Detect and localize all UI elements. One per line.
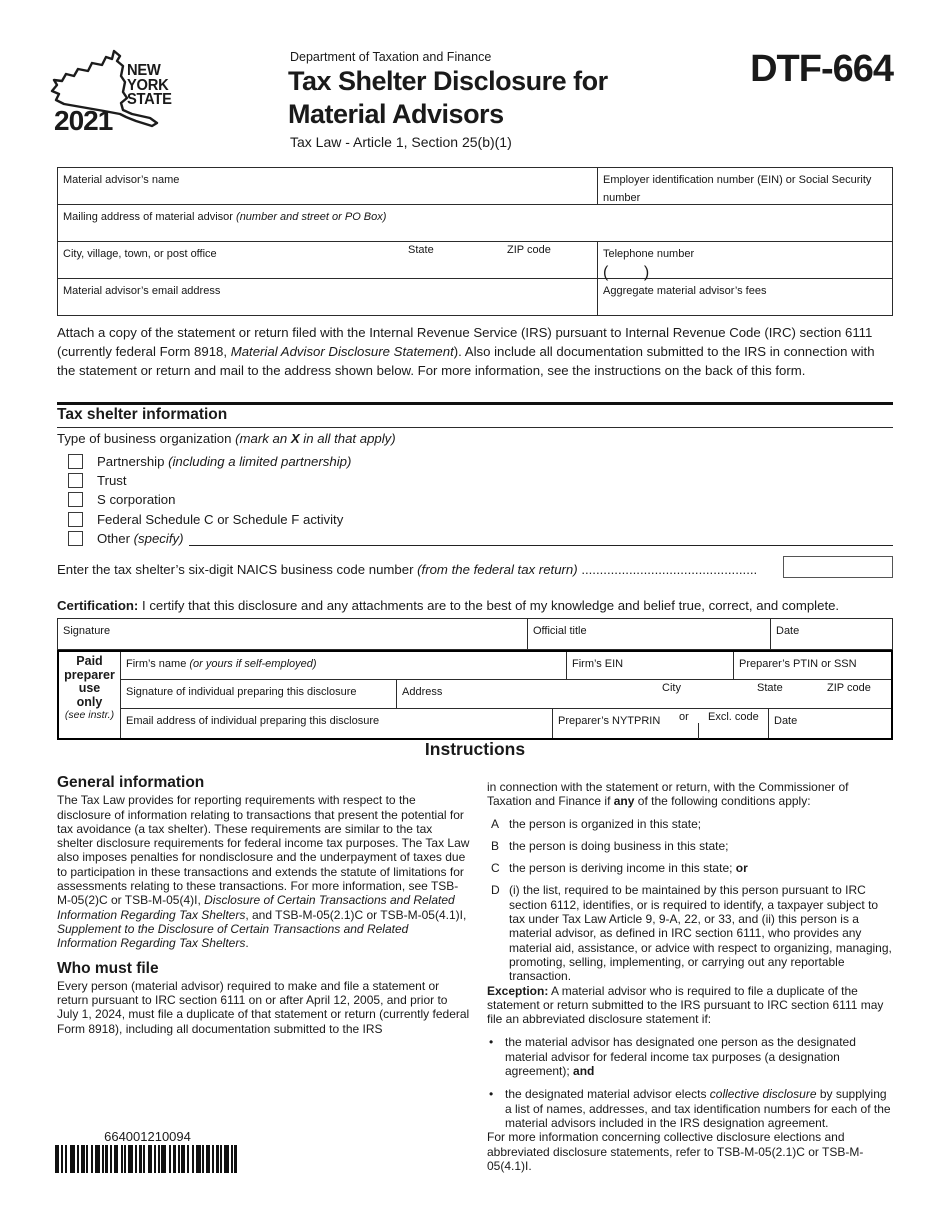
exception-text: A material advisor who is required to file a duplicate of the statement or return submitted to the IRS pursuant to IRC section 6111 may file an abbreviated disclosure statement if: xyxy=(487,983,884,1027)
excl-code-label: Excl. code xyxy=(708,711,759,724)
other-label: Other xyxy=(97,530,134,546)
logo-line: STATE xyxy=(127,91,172,108)
city-label: City, village, town, or post office xyxy=(63,248,217,260)
exception-label: Exception: xyxy=(487,983,549,998)
mailing-address-label-note: (number and street or PO Box) xyxy=(236,211,387,223)
instructions-right-column xyxy=(487,780,896,1173)
logo-text xyxy=(127,64,172,108)
business-org-type-label xyxy=(57,431,396,446)
nytprin-label: Preparer’s NYTPRIN xyxy=(558,715,661,728)
business-org-checkbox-group xyxy=(57,452,893,548)
city-state-zip-field[interactable] xyxy=(58,242,598,278)
partnership-label-note: (including a limited partnership) xyxy=(168,454,352,470)
type-label-text: Type of business organization xyxy=(57,431,236,446)
email-field[interactable] xyxy=(58,279,598,315)
partnership-checkbox[interactable] xyxy=(68,454,83,469)
condition-item-d xyxy=(487,883,896,983)
form-title-line1: Tax Shelter Disclosure for xyxy=(288,66,608,96)
side-label-line: use xyxy=(78,681,101,695)
ein-label: Employer identification number (EIN) or Social Security number xyxy=(603,174,872,204)
bullet-item-designation xyxy=(487,1035,896,1078)
bullet-glyph: • xyxy=(489,1087,494,1102)
side-label-line: preparer xyxy=(64,667,115,682)
ptin-label: Preparer’s PTIN or SSN xyxy=(739,658,857,670)
preparer-state-label: State xyxy=(757,681,783,694)
excl-code-divider xyxy=(698,723,699,739)
ein-field[interactable] xyxy=(598,168,892,204)
bullet-text: the designated material advisor elects xyxy=(505,1087,710,1102)
or-label: or xyxy=(679,711,689,724)
paid-preparer-table xyxy=(57,650,893,740)
schedule-cf-label: Federal Schedule C or Schedule F activity xyxy=(97,511,344,527)
official-title-field[interactable] xyxy=(528,619,771,649)
ptin-field[interactable] xyxy=(734,652,891,679)
logo-line: YORK xyxy=(127,76,169,94)
condition-letter: C xyxy=(491,861,500,876)
section-underline xyxy=(57,427,893,428)
section-divider xyxy=(57,402,893,405)
official-title-label: Official title xyxy=(533,625,587,637)
preparer-city-label: City xyxy=(662,681,681,694)
aggregate-fees-label: Aggregate material advisor’s fees xyxy=(603,285,767,297)
firm-name-label: Firm’s name xyxy=(126,658,190,670)
condition-item-a xyxy=(487,817,896,831)
tax-shelter-section-heading: Tax shelter information xyxy=(57,406,228,423)
bullet-glyph: • xyxy=(489,1035,494,1050)
tax-year: 2021 xyxy=(54,105,113,136)
logo-line: NEW xyxy=(127,62,161,79)
attach-instructions-paragraph xyxy=(57,324,895,380)
conditions-intro-paragraph xyxy=(487,780,896,809)
other-checkbox[interactable] xyxy=(68,531,83,546)
form-title-line2: Material Advisors xyxy=(288,99,504,129)
naics-code-input-box[interactable] xyxy=(783,556,893,578)
more-information-paragraph: For more information concerning collective disclosure elections and abbreviated disclosure statements, refer to TSB-M-05(2.1)C or TSB-M-05(4.1)I. xyxy=(487,1130,864,1173)
paid-preparer-side-label xyxy=(59,652,121,738)
attach-text-italic: Material Advisor Disclosure Statement xyxy=(230,343,454,359)
preparer-email-label: Email address of individual preparing this disclosure xyxy=(126,715,380,728)
naics-label: Enter the tax shelter’s six-digit NAICS business code number xyxy=(57,562,418,577)
advisor-name-field[interactable] xyxy=(58,168,598,204)
preparer-email-field[interactable] xyxy=(121,709,553,738)
department-name: Department of Taxation and Finance xyxy=(290,50,492,64)
preparer-date-label: Date xyxy=(774,715,798,728)
preparer-zip-label: ZIP code xyxy=(827,681,871,694)
barcode-number: 664001210094 xyxy=(104,1129,191,1144)
trust-label: Trust xyxy=(97,473,127,489)
signature-label: Signature xyxy=(63,625,111,637)
side-label-line: Paid xyxy=(76,654,103,668)
general-information-heading: General information xyxy=(57,774,205,791)
telephone-field[interactable] xyxy=(598,242,892,281)
firm-name-field[interactable] xyxy=(121,652,567,679)
condition-letter: B xyxy=(491,838,500,853)
checkbox-row-s-corporation xyxy=(57,490,893,509)
advisor-info-table xyxy=(57,167,893,316)
firm-ein-label: Firm’s EIN xyxy=(572,658,624,670)
aggregate-fees-field[interactable] xyxy=(598,279,892,315)
condition-text: (i) the list, required to be maintained by this person pursuant to IRC section 6112, identifies, or is required to identify, a taxpayer subject to tax under Tax Law Article 9, 9-A, 22, or 33, and (ii) this person is a material advisor, as defined in IRC section 6111, who provides any material aid, assistance, or advice with respect to organizing, managing, promoting, selling, implementing, or carrying out any reportable transaction. xyxy=(509,883,892,984)
certification-text: I certify that this disclosure and any attachments are to the best of my knowledge and belief true, correct, and complete. xyxy=(138,598,840,613)
who-must-file-heading: Who must file xyxy=(57,959,159,977)
other-label-note: (specify) xyxy=(133,530,184,546)
mailing-address-label: Mailing address of material advisor xyxy=(63,211,237,223)
trust-checkbox[interactable] xyxy=(68,473,83,488)
bullet-bold: and xyxy=(573,1064,595,1079)
schedule-cf-checkbox[interactable] xyxy=(68,512,83,527)
attach-text: Attach a copy of the statement or return filed with the Internal Revenue Service (IRS) pursuant to Internal Revenue Code (IRC) section 6111 (currently federal Form 8918, xyxy=(57,325,873,359)
naics-label-note: (from the federal tax return) xyxy=(417,562,578,577)
condition-item-c xyxy=(487,861,896,875)
signature-table xyxy=(57,618,893,650)
checkbox-row-other xyxy=(57,529,893,548)
date-field[interactable] xyxy=(771,619,892,649)
telephone-label: Telephone number xyxy=(603,248,695,260)
type-label-italic: (mark an xyxy=(235,431,291,446)
condition-letter: D xyxy=(491,883,500,898)
email-label: Material advisor’s email address xyxy=(63,285,221,297)
partnership-label: Partnership xyxy=(97,454,169,470)
instructions-left-column xyxy=(57,776,471,1036)
nytprin-field[interactable] xyxy=(553,709,769,738)
preparer-address-label: Address xyxy=(402,685,443,698)
naics-dot-leader: ................................................ xyxy=(577,562,758,577)
certification-statement xyxy=(57,598,895,613)
preparer-date-field[interactable] xyxy=(769,709,891,738)
firm-ein-field[interactable] xyxy=(567,652,734,679)
conditions-intro-bold: any xyxy=(613,794,635,809)
firm-name-label-note: (or yours if self-employed) xyxy=(189,658,317,670)
conditions-intro-text: in connection with the statement or return, with the Commissioner of Taxation and Finance if xyxy=(487,780,849,809)
other-specify-input-line[interactable] xyxy=(189,531,893,546)
state-label: State xyxy=(408,244,434,256)
naics-code-line xyxy=(57,562,781,577)
exception-paragraph xyxy=(487,984,896,1027)
general-text: . xyxy=(245,936,249,951)
advisor-name-label: Material advisor’s name xyxy=(63,174,180,186)
preparer-address-field[interactable] xyxy=(397,680,891,709)
bullet-text: the material advisor has designated one person as the designated material advisor for federal income tax purposes (a designation agreement); xyxy=(505,1035,856,1079)
condition-text: the person is organized in this state; xyxy=(509,816,702,831)
condition-letter: A xyxy=(491,816,500,831)
general-text: , and TSB-M-05(2.1)C or TSB-M-05(4.1)I, xyxy=(245,907,467,922)
checkbox-row-partnership xyxy=(57,452,893,471)
side-label-line: only xyxy=(76,694,103,709)
instructions-title: Instructions xyxy=(424,739,526,759)
signature-field[interactable] xyxy=(58,619,528,649)
general-text: The Tax Law provides for reporting requirements with respect to the disclosure of information relating to transactions that present the potential for tax avoidance (a tax shelter). These requirements are similar to the tax shelter disclosure requirements for federal income tax purposes. The Tax Law also imposes penalties for nondisclosure and the underpayment of taxes due to participation in these transactions and extends the statute of limitations for assessments relating to these transactions. For more information, see TSB-M-05(2)C or TSB-M-05(4)I, xyxy=(57,793,470,908)
s-corporation-checkbox[interactable] xyxy=(68,492,83,507)
conditions-intro-text: of the following conditions apply: xyxy=(634,794,811,809)
bullet-text-italic: collective disclosure xyxy=(709,1087,817,1102)
form-number: DTF-664 xyxy=(750,48,893,90)
zip-label: ZIP code xyxy=(507,244,551,256)
date-label: Date xyxy=(776,625,800,637)
type-label-x: X xyxy=(290,431,300,446)
attach-text: ). Also include all documentation submitted to the IRS in connection with the statement or return and mail to the address shown below. For more information, see the instructions on the back of this form. xyxy=(57,343,875,378)
telephone-parentheses: ( ) xyxy=(603,264,650,281)
barcode-image xyxy=(55,1145,240,1173)
mailing-address-field[interactable] xyxy=(58,205,892,241)
certification-label: Certification: xyxy=(57,598,139,613)
type-label-italic: in all that apply) xyxy=(299,431,396,446)
condition-text: the person is doing business in this state; xyxy=(509,838,729,853)
condition-bold: or xyxy=(735,861,748,876)
checkbox-row-schedule-cf xyxy=(57,510,893,529)
who-must-file-paragraph: Every person (material advisor) required to make and file a statement or return pursuant to IRC section 6111 on or after April 12, 2005, and prior to July 1, 2024, must file a duplicate of that statement or return (currently federal Form 8918), including all documentation submitted to the IRS xyxy=(57,978,470,1036)
condition-text: the person is deriving income in this state; xyxy=(509,861,736,876)
preparer-signature-label: Signature of individual preparing this disclosure xyxy=(126,685,357,698)
condition-item-b xyxy=(487,839,896,853)
side-label-note: (see instr.) xyxy=(64,709,115,721)
bullet-text: by supplying a list of names, addresses, and tax identification numbers for each of the material advisors included in the IRS designation agreement. xyxy=(505,1087,891,1130)
checkbox-row-trust xyxy=(57,471,893,490)
general-information-paragraph xyxy=(57,793,471,950)
s-corporation-label: S corporation xyxy=(97,492,176,508)
bullet-item-collective xyxy=(487,1087,896,1130)
general-text-italic: Disclosure of Certain Transactions and Related Information Regarding Tax Shelters xyxy=(57,893,455,922)
general-text-italic: Supplement to the Disclosure of Certain Transactions and Related Information Regarding Tax Shelters xyxy=(57,921,409,951)
law-reference: Tax Law - Article 1, Section 25(b)(1) xyxy=(290,134,512,150)
preparer-signature-field[interactable] xyxy=(121,680,397,709)
